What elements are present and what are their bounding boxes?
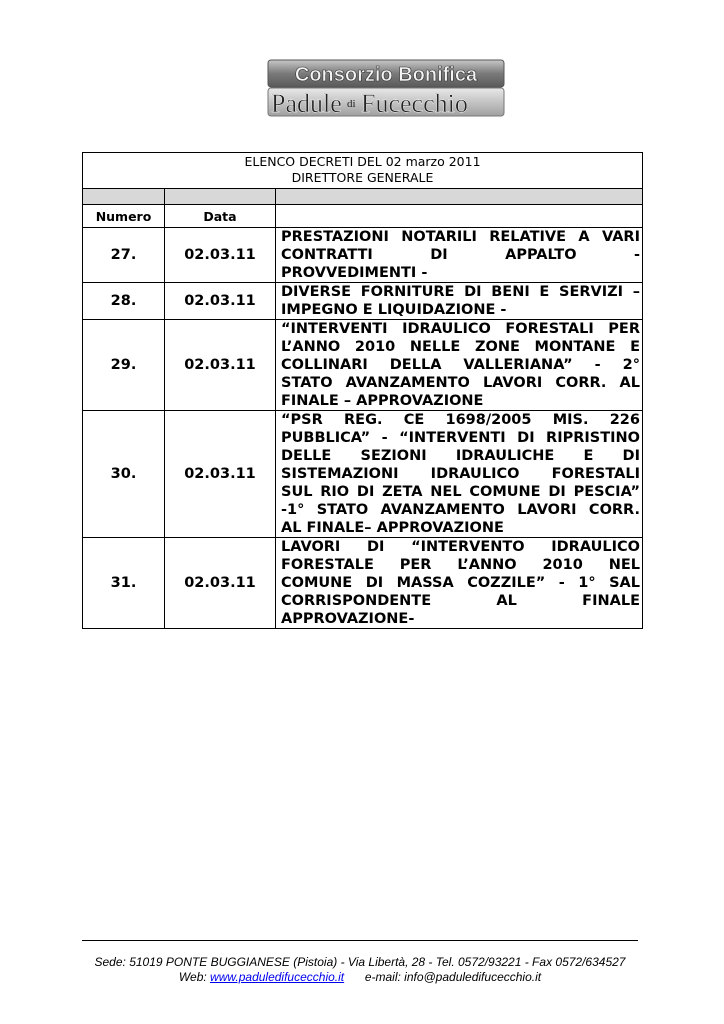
description-line: CONTRATTI DI APPALTO -: [281, 247, 640, 263]
description-line: “PSR REG. CE 1698/2005 MIS. 226: [281, 412, 640, 428]
description-line: PUBBLICA” - “INTERVENTI DI RIPRISTINO: [281, 430, 640, 446]
table-row: [83, 538, 643, 629]
logo-line1: Consorzio Bonifica: [294, 64, 478, 86]
table-row: [83, 228, 643, 283]
decree-date: 02.03.11: [165, 411, 276, 538]
decree-number: 28.: [83, 283, 165, 320]
description-line: AL FINALE– APPROVAZIONE: [281, 520, 504, 536]
decree-date: 02.03.11: [165, 283, 276, 320]
description-line: LAVORI DI “INTERVENTO IDRAULICO: [281, 539, 640, 555]
consorzio-logo: [265, 57, 507, 119]
table-subtitle: DIRETTORE GENERALE: [291, 170, 434, 185]
description-line: CORRISPONDENTE AL FINALE: [281, 593, 640, 609]
footer-divider: [82, 940, 638, 941]
decree-description: [276, 411, 643, 538]
description-line: FORESTALE PER L’ANNO 2010 NEL: [281, 557, 640, 573]
description-line: STATO AVANZAMENTO LAVORI CORR. AL: [281, 375, 640, 391]
description-line: SUL RIO DI ZETA NEL COMUNE DI PESCIA”: [281, 484, 640, 500]
description-line: L’ANNO 2010 NELLE ZONE MONTANE E: [281, 339, 640, 355]
table-title: ELENCO DECRETI DEL 02 marzo 2011: [244, 154, 481, 169]
description-line: APPROVAZIONE-: [281, 611, 415, 627]
decree-description: [276, 320, 643, 411]
description-line: IMPEGNO E LIQUIDAZIONE -: [281, 302, 507, 318]
column-header-row: [83, 205, 643, 228]
description-line: FINALE – APPROVAZIONE: [281, 393, 484, 409]
footer-contacts: [82, 970, 638, 985]
decree-number: 30.: [83, 411, 165, 538]
decree-description: [276, 538, 643, 629]
decree-number: 27.: [83, 228, 165, 283]
decree-date: 02.03.11: [165, 320, 276, 411]
grey-spacer-row: [83, 189, 643, 205]
description-line: DIVERSE FORNITURE DI BENI E SERVIZI –: [281, 284, 640, 300]
column-header-blank: [276, 205, 643, 228]
table-header: [83, 153, 643, 189]
logo-line2-part2: Fucecchio: [361, 89, 468, 118]
column-header-numero: Numero: [83, 205, 165, 228]
decree-date: 02.03.11: [165, 228, 276, 283]
footer-email: e-mail: info@paduledifucecchio.it: [364, 970, 542, 984]
description-line: COLLINARI DELLA VALLERIANA” - 2°: [281, 357, 640, 373]
decree-description: [276, 283, 643, 320]
column-header-data: Data: [165, 205, 276, 228]
logo-line2-small: di: [347, 98, 356, 110]
decree-description: [276, 228, 643, 283]
description-line: DELLE SEZIONI IDRAULICHE E DI: [281, 448, 640, 464]
website-link[interactable]: www.paduledifucecchio.it: [210, 970, 345, 984]
table-row: [83, 283, 643, 320]
logo-line2-part1: Padule: [271, 89, 342, 118]
description-line: COMUNE DI MASSA COZZILE” - 1° SAL: [281, 575, 640, 591]
description-line: SISTEMAZIONI IDRAULICO FORESTALI: [281, 466, 640, 482]
table-row: [83, 320, 643, 411]
description-line: -1° STATO AVANZAMENTO LAVORI CORR.: [281, 502, 640, 518]
description-line: PROVVEDIMENTI -: [281, 265, 428, 281]
description-line: PRESTAZIONI NOTARILI RELATIVE A VARI: [281, 229, 640, 245]
decree-number: 31.: [83, 538, 165, 629]
table-row: [83, 411, 643, 538]
footer: [82, 955, 638, 985]
footer-address: Sede: 51019 PONTE BUGGIANESE (Pistoia) - Via Libertà, 28 - Tel. 0572/93221 - Fax 0572/634527: [94, 955, 626, 969]
description-line: “INTERVENTI IDRAULICO FORESTALI PER: [281, 321, 640, 337]
decree-number: 29.: [83, 320, 165, 411]
footer-web-label: Web:: [178, 970, 207, 984]
decrees-table: [82, 152, 643, 629]
decree-date: 02.03.11: [165, 538, 276, 629]
